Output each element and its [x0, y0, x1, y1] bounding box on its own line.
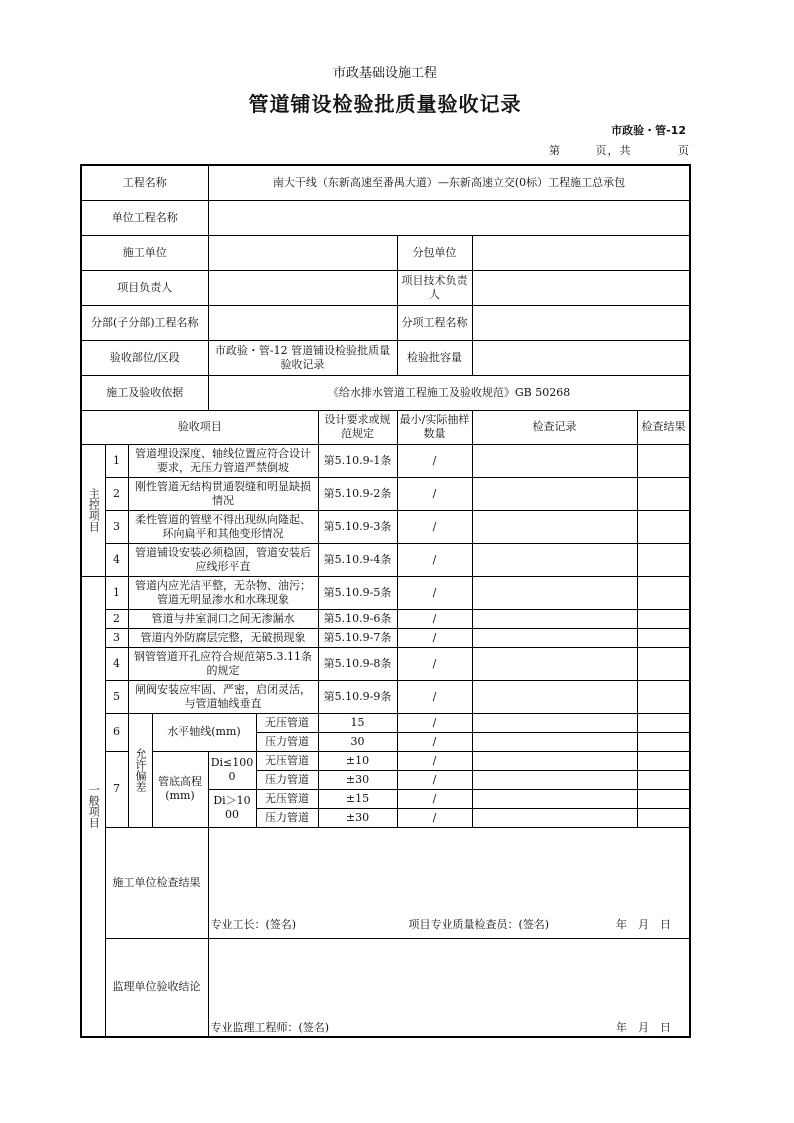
sub-project-label: 分部(子分部)工程名称: [81, 305, 208, 340]
project-manager-label: 项目负责人: [81, 270, 208, 305]
item-text: 钢管管道开孔应符合规范第5.3.11条的规定: [128, 647, 318, 680]
tolerance-value: ±15: [318, 789, 397, 808]
pipe-type: 压力管道: [256, 808, 318, 827]
row-project-manager: [81, 270, 690, 305]
item-text: 管道内外防腐层完整，无破损现象: [128, 628, 318, 647]
pipe-type: 无压管道: [256, 789, 318, 808]
item-sample: /: [397, 808, 472, 827]
col-item: 验收项目: [81, 410, 318, 444]
item-no: 6: [105, 713, 128, 751]
table-row: [81, 444, 690, 477]
item-no: 2: [105, 609, 128, 628]
table-row: [81, 628, 690, 647]
tolerance-value: ±10: [318, 751, 397, 770]
unit-project-value: [208, 200, 690, 235]
sub-item-label: 分项工程名称: [397, 305, 472, 340]
item-result: [637, 751, 690, 770]
item-sample: /: [397, 444, 472, 477]
supervision-engineer-signature: 专业监理工程师：(签名): [210, 1021, 330, 1034]
item-no: 1: [105, 444, 128, 477]
tolerance-value: ±30: [318, 770, 397, 789]
item-record: [472, 770, 637, 789]
item-result: [637, 628, 690, 647]
supervision-area: [208, 938, 690, 1037]
item-record: [472, 647, 637, 680]
table-row: [81, 543, 690, 576]
item-result: [637, 576, 690, 609]
item-text: 柔性管道的管壁不得出现纵向隆起、环向扁平和其他变形情况: [128, 510, 318, 543]
item-sample: /: [397, 543, 472, 576]
item-result: [637, 647, 690, 680]
foreman-signature: 专业工长：(签名): [210, 917, 297, 931]
item-spec: 第5.10.9-2条: [318, 477, 397, 510]
di-range: Di＞1000: [208, 789, 256, 827]
col-record: 检查记录: [472, 410, 637, 444]
item-no: 3: [105, 628, 128, 647]
item-spec: 第5.10.9-8条: [318, 647, 397, 680]
tolerance-name: 水平轴线(mm): [152, 713, 256, 751]
row-project-name: [81, 165, 690, 200]
form-code: 市政验・管-12: [611, 124, 686, 137]
acceptance-part-label: 验收部位/区段: [81, 340, 208, 375]
supervision-date: 年 月 日: [616, 1021, 672, 1034]
item-result: [637, 808, 690, 827]
item-text: 管道与井室洞口之间无渗漏水: [128, 609, 318, 628]
construction-check-date: 年 月 日: [616, 917, 672, 931]
table-row: [81, 680, 690, 713]
item-record: [472, 751, 637, 770]
basis-label: 施工及验收依据: [81, 375, 208, 410]
row-acceptance-part: [81, 340, 690, 375]
item-text: 管道内应光洁平整，无杂物、油污；管道无明显渗水和水珠现象: [128, 576, 318, 609]
item-result: [637, 732, 690, 751]
project-name-label: 工程名称: [81, 165, 208, 200]
item-sample: /: [397, 789, 472, 808]
table-row: [81, 477, 690, 510]
construction-unit-value: [208, 235, 397, 270]
column-header-row: [81, 410, 690, 444]
item-sample: /: [397, 732, 472, 751]
construction-check-row: [81, 827, 690, 938]
page-indicator: [549, 142, 690, 158]
table-row: [81, 647, 690, 680]
item-result: [637, 789, 690, 808]
item-result: [637, 477, 690, 510]
item-sample: /: [397, 770, 472, 789]
item-spec: 第5.10.9-5条: [318, 576, 397, 609]
row-unit-project: [81, 200, 690, 235]
col-sample: 最小/实际抽样数量: [397, 410, 472, 444]
page-label-gong: 页，共: [595, 144, 632, 157]
main-control-label: 主控项目: [81, 444, 105, 576]
page-label-di: 第: [549, 144, 561, 157]
tech-manager-value: [472, 270, 690, 305]
batch-capacity-label: 检验批容量: [397, 340, 472, 375]
col-result: 检查结果: [637, 410, 690, 444]
item-record: [472, 732, 637, 751]
table-row: [81, 609, 690, 628]
table-row: [81, 510, 690, 543]
tech-manager-label: 项目技术负责人: [397, 270, 472, 305]
pipe-type: 压力管道: [256, 732, 318, 751]
item-sample: /: [397, 510, 472, 543]
item-result: [637, 713, 690, 732]
tolerance-value: 15: [318, 713, 397, 732]
di-range: Di≤1000: [208, 751, 256, 789]
item-record: [472, 680, 637, 713]
item-result: [637, 543, 690, 576]
item-sample: /: [397, 680, 472, 713]
item-no: 2: [105, 477, 128, 510]
item-result: [637, 609, 690, 628]
item-no: 1: [105, 576, 128, 609]
table-row: [81, 713, 690, 732]
item-text: 闸阀安装应牢固、严密，启闭灵活，与管道轴线垂直: [128, 680, 318, 713]
item-sample: /: [397, 609, 472, 628]
sub-project-value: [208, 305, 397, 340]
item-spec: 第5.10.9-1条: [318, 444, 397, 477]
item-spec: 第5.10.9-9条: [318, 680, 397, 713]
construction-check-label: 施工单位检查结果: [105, 827, 208, 938]
pipe-type: 无压管道: [256, 751, 318, 770]
sub-item-value: [472, 305, 690, 340]
acceptance-part-value: 市政验・管-12 管道铺设检验批质量验收记录: [208, 340, 397, 375]
quality-inspector-signature: 项目专业质量检查员：(签名): [408, 917, 550, 931]
item-no: 3: [105, 510, 128, 543]
item-result: [637, 770, 690, 789]
item-record: [472, 510, 637, 543]
table-row: [81, 751, 690, 770]
subcontract-unit-label: 分包单位: [397, 235, 472, 270]
item-result: [637, 510, 690, 543]
unit-project-label: 单位工程名称: [81, 200, 208, 235]
page-label-ye: 页: [678, 144, 690, 157]
item-result: [637, 680, 690, 713]
item-record: [472, 543, 637, 576]
item-sample: /: [397, 628, 472, 647]
item-result: [637, 444, 690, 477]
item-text: 管道埋设深度、轴线位置应符合设计要求，无压力管道严禁倒坡: [128, 444, 318, 477]
document-subtitle: 市政基础设施工程: [332, 66, 437, 81]
table-row: [81, 576, 690, 609]
tolerance-value: ±30: [318, 808, 397, 827]
item-record: [472, 789, 637, 808]
item-no: 4: [105, 543, 128, 576]
item-sample: /: [397, 713, 472, 732]
item-sample: /: [397, 477, 472, 510]
pipe-type: 无压管道: [256, 713, 318, 732]
construction-unit-label: 施工单位: [81, 235, 208, 270]
tolerance-value: 30: [318, 732, 397, 751]
tolerance-label: 允许偏差: [128, 713, 152, 827]
pipe-type: 压力管道: [256, 770, 318, 789]
item-record: [472, 576, 637, 609]
construction-check-area: [208, 827, 690, 938]
tolerance-name: 管底高程(mm): [152, 751, 208, 827]
row-construction-unit: [81, 235, 690, 270]
item-record: [472, 808, 637, 827]
col-design: 设计要求或规范规定: [318, 410, 397, 444]
batch-capacity-value: [472, 340, 690, 375]
project-manager-value: [208, 270, 397, 305]
item-text: 管道铺设安装必须稳固，管道安装后应线形平直: [128, 543, 318, 576]
item-text: 刚性管道无结构贯通裂缝和明显缺损情况: [128, 477, 318, 510]
item-no: 4: [105, 647, 128, 680]
item-spec: 第5.10.9-7条: [318, 628, 397, 647]
item-spec: 第5.10.9-6条: [318, 609, 397, 628]
basis-value: 《给水排水管道工程施工及验收规范》GB 50268: [208, 375, 690, 410]
item-record: [472, 444, 637, 477]
item-record: [472, 628, 637, 647]
item-sample: /: [397, 751, 472, 770]
item-no: 7: [105, 751, 128, 827]
general-label: 一般项目: [81, 576, 105, 1037]
item-record: [472, 477, 637, 510]
item-sample: /: [397, 576, 472, 609]
item-record: [472, 609, 637, 628]
item-spec: 第5.10.9-3条: [318, 510, 397, 543]
supervision-label: 监理单位验收结论: [105, 938, 208, 1037]
acceptance-form-table: [80, 164, 691, 1038]
item-record: [472, 713, 637, 732]
item-no: 5: [105, 680, 128, 713]
project-name-value: 南大干线（东新高速至番禺大道）—东新高速立交(0标）工程施工总承包: [208, 165, 690, 200]
supervision-row: [81, 938, 690, 1037]
row-basis: [81, 375, 690, 410]
row-sub-project: [81, 305, 690, 340]
document-title: 管道铺设检验批质量验收记录: [248, 92, 522, 116]
subcontract-unit-value: [472, 235, 690, 270]
item-spec: 第5.10.9-4条: [318, 543, 397, 576]
item-sample: /: [397, 647, 472, 680]
